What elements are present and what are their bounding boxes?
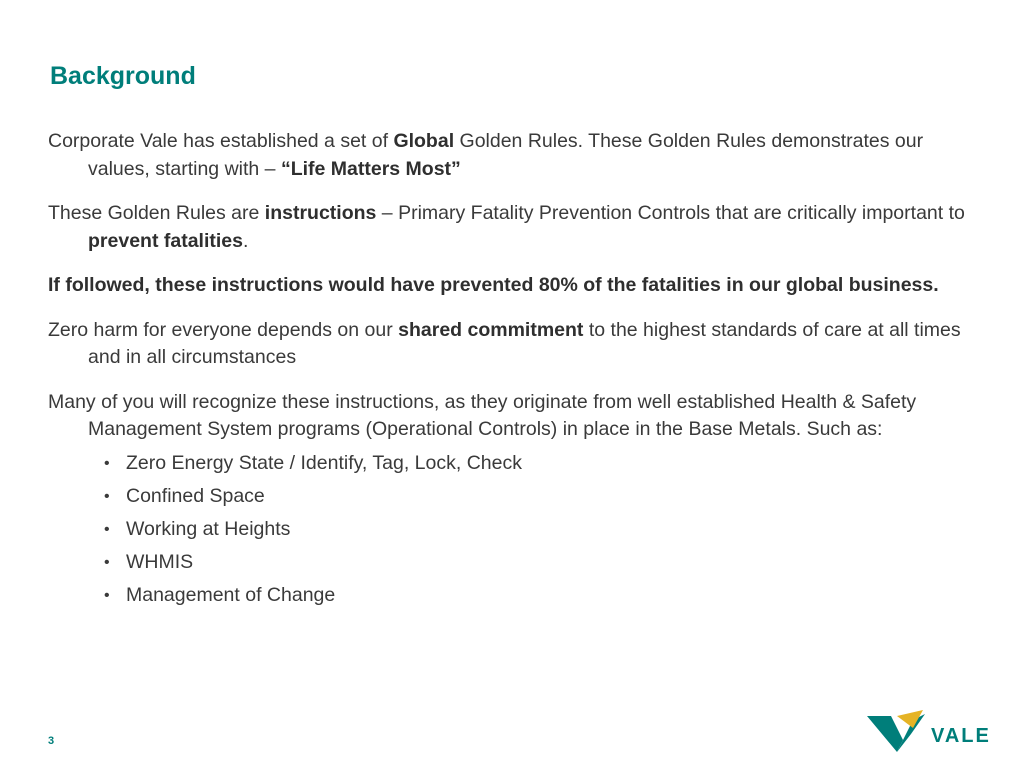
- bullet-dot: •: [104, 487, 110, 505]
- paragraph-zero-harm: [48, 317, 983, 372]
- vale-v-icon: [867, 710, 929, 754]
- text-segment: .: [242, 229, 249, 252]
- bullet-text: WHMIS: [126, 550, 194, 573]
- bullet-item: [104, 480, 983, 513]
- bullet-text: Management of Change: [126, 583, 336, 606]
- slide-body: [48, 128, 983, 612]
- text-segment-bold: shared commitment: [398, 318, 584, 341]
- bullet-dot: •: [104, 586, 110, 604]
- bullet-item: [104, 447, 983, 480]
- bullet-dot: •: [104, 520, 110, 538]
- text-segment-bold: If followed, these instructions would have prevented 80% of the fatalities in our global business.: [48, 274, 939, 296]
- text-segment: These Golden Rules are: [48, 202, 265, 224]
- bullet-dot: •: [104, 454, 110, 472]
- bullet-item: [104, 579, 983, 612]
- text-segment-bold: prevent fatalities: [88, 229, 243, 252]
- text-segment-bold: instructions: [264, 202, 377, 224]
- bullet-item: [104, 513, 983, 546]
- bullet-text: Confined Space: [126, 484, 265, 507]
- bullet-item: [104, 546, 983, 579]
- paragraph-recognize: [48, 389, 983, 444]
- bullet-list: [48, 447, 983, 612]
- bullet-dot: •: [104, 553, 110, 571]
- text-segment-bold: “Life Matters Most”: [280, 157, 461, 180]
- text-segment: Zero harm for everyone depends on our: [48, 318, 399, 341]
- slide-title: Background: [50, 62, 196, 90]
- text-segment-bold: Global: [393, 130, 455, 152]
- bullet-text: Zero Energy State / Identify, Tag, Lock, Check: [126, 451, 522, 474]
- text-segment: to the highest standards of care at all times and in all circumstances: [88, 318, 961, 368]
- logo-wordmark: VALE: [931, 724, 991, 747]
- vale-logo: [867, 710, 991, 754]
- text-segment: Corporate Vale has established a set of: [48, 130, 394, 152]
- text-segment: Golden Rules. These Golden Rules demonstrates our values, starting with –: [88, 130, 924, 180]
- paragraph-instructions: [48, 200, 983, 255]
- text-segment: – Primary Fatality Prevention Controls that are critically important to: [376, 202, 965, 224]
- text-segment: Many of you will recognize these instructions, as they originate from well established Health & Safety Management System programs (Operational Controls) in place in the Base Metals. Such as:: [48, 390, 917, 440]
- paragraph-golden-rules: [48, 128, 983, 183]
- page-number: 3: [48, 735, 55, 747]
- paragraph-fatalities-statement: [48, 272, 983, 300]
- bullet-text: Working at Heights: [126, 517, 291, 540]
